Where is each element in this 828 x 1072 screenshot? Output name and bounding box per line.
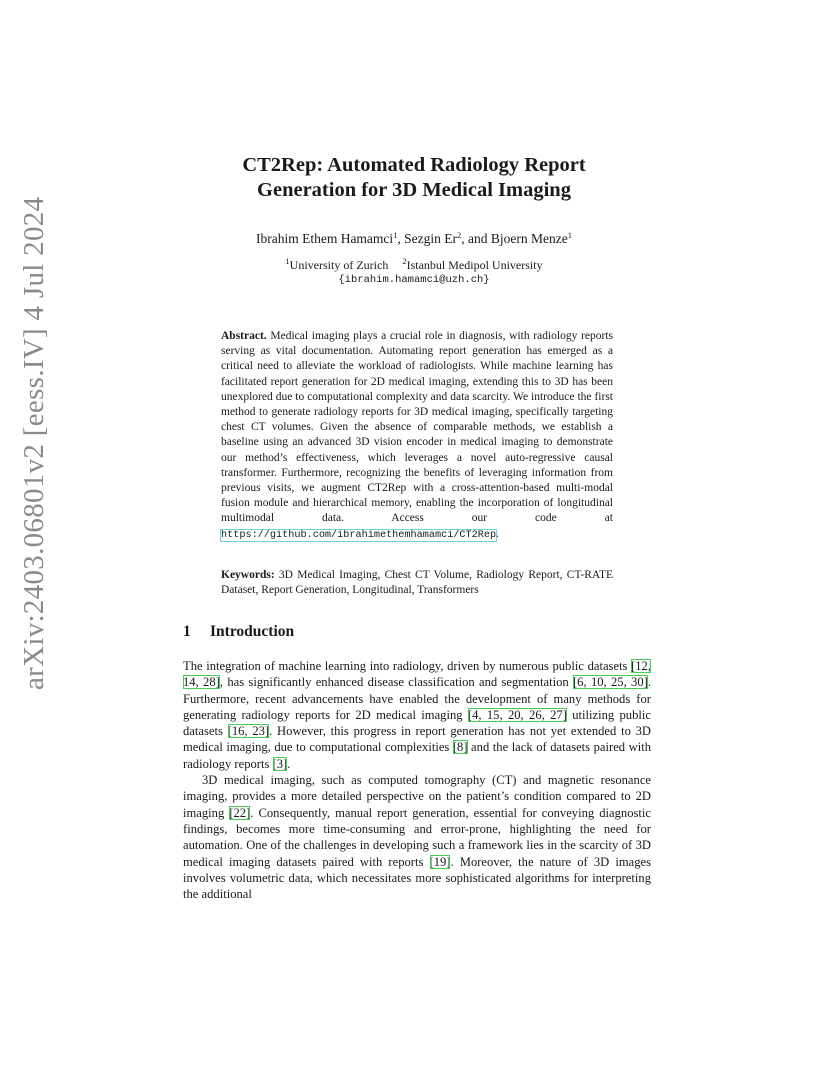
abstract-label: Abstract. [221,330,267,342]
introduction-body [183,658,651,902]
citation-link[interactable]: [8] [452,740,468,755]
author-separator: , [397,231,405,246]
section-number: 1 [183,623,191,640]
citation-link[interactable]: [3] [272,756,288,771]
affiliation-marker: 1 [285,256,290,266]
paragraph [183,772,651,902]
body-text: . [287,756,291,771]
citation-link[interactable]: [22] [229,805,251,820]
affiliation-marker: 1 [567,230,573,240]
keywords-block [221,568,613,598]
citation-link[interactable]: [19] [429,854,451,869]
body-text: . Consequently, manual report generation, essential for conveying diagnostic findings, becomes more time-consuming and error-prone, highlighting the need for automation. One of the challenges in developing such a framework lies in the scarcity of 3D medical imaging datasets paired with reports [183,805,651,869]
affiliation-name: Istanbul Medipol University [406,258,543,272]
paragraph [183,658,651,772]
keywords-label: Keywords: [221,569,275,581]
paper-title [0,153,828,203]
arxiv-identifier-stamp: arXiv:2403.06801v2 [eess.IV] 4 Jul 2024 [18,196,50,690]
body-text: . Furthermore, recent advancements have enabled the development of many methods for generating radiology reports for 2D medical imaging [183,675,652,722]
body-text: 3D medical imaging, such as computed tomography (CT) and magnetic resonance imaging, provides a more detailed perspective on the patient’s condition compared to 2D imaging [183,773,651,820]
author-name: Bjoern Menze [490,231,568,246]
abstract-block [221,329,613,543]
code-repository-link[interactable]: https://github.com/ibrahimethemhamamci/CT2Rep [221,529,497,541]
body-text: , has significantly enhanced disease classification and segmentation [219,675,573,690]
affiliation-marker: 1 [393,230,398,240]
author-separator: , and [461,231,491,246]
keywords-text: 3D Medical Imaging, Chest CT Volume, Radiology Report, CT-RATE Dataset, Report Generation, Longitudinal, Transformers [221,569,613,597]
affiliations [0,258,828,273]
citation-link[interactable]: [12, 14, 28] [183,659,651,690]
affiliation-marker: 2 [457,230,462,240]
title-line-1: CT2Rep: Automated Radiology Report [242,154,586,176]
body-text: The integration of machine learning into radiology, driven by numerous public datasets [183,659,632,673]
title-line-2: Generation for 3D Medical Imaging [257,179,571,201]
affiliation-marker: 2 [402,256,407,266]
author-email: {ibrahim.hamamci@uzh.ch} [338,274,490,286]
affiliation-name: University of Zurich [289,258,389,272]
abstract-text: Medical imaging plays a crucial role in diagnosis, with radiology reports serving as vital documentation. Automating report generation has emerged as a critical need to alleviate the workload of radiologists. While machine learning has facilitated report generation for 2D medical imaging, extending this to 3D has been unexplored due to computational complexity and data scarcity. We introduce the first method to generate radiology reports for 3D medical imaging, specifically targeting chest CT volumes. Given the absence of comparable methods, we establish a baseline using an advanced 3D vision encoder in medical imaging to demonstrate our method’s effectiveness, which leverages a novel auto-regressive causal transformer. Furthermore, recognizing the benefits of leveraging information from previous visits, we augment CT2Rep with a cross-attention-based multi-modal fusion module and hierarchical memory, enabling the incorporation of longitudinal multimodal data. Access our code at [221,330,613,525]
body-text: utilizing public datasets [183,707,651,739]
section-heading [183,623,294,641]
section-title: Introduction [210,623,295,640]
citation-link[interactable]: [4, 15, 20, 26, 27] [467,707,567,722]
citation-link[interactable]: [6, 10, 25, 30] [572,675,648,690]
body-text: . Moreover, the nature of 3D images involves volumetric data, which necessitates more sophisticated algorithms for interpreting the additional [183,854,652,902]
author-name: Ibrahim Ethem Hamamci [255,231,394,246]
abstract-end: . [496,527,499,540]
body-text: and the lack of datasets paired with radiology reports [183,740,651,771]
citation-link[interactable]: [16, 23] [227,724,270,739]
body-text: . However, this progress in report generation has not yet extended to 3D medical imaging, due to computational complexities [183,724,652,755]
author-name: Sezgin Er [404,231,458,246]
author-list [0,231,828,247]
